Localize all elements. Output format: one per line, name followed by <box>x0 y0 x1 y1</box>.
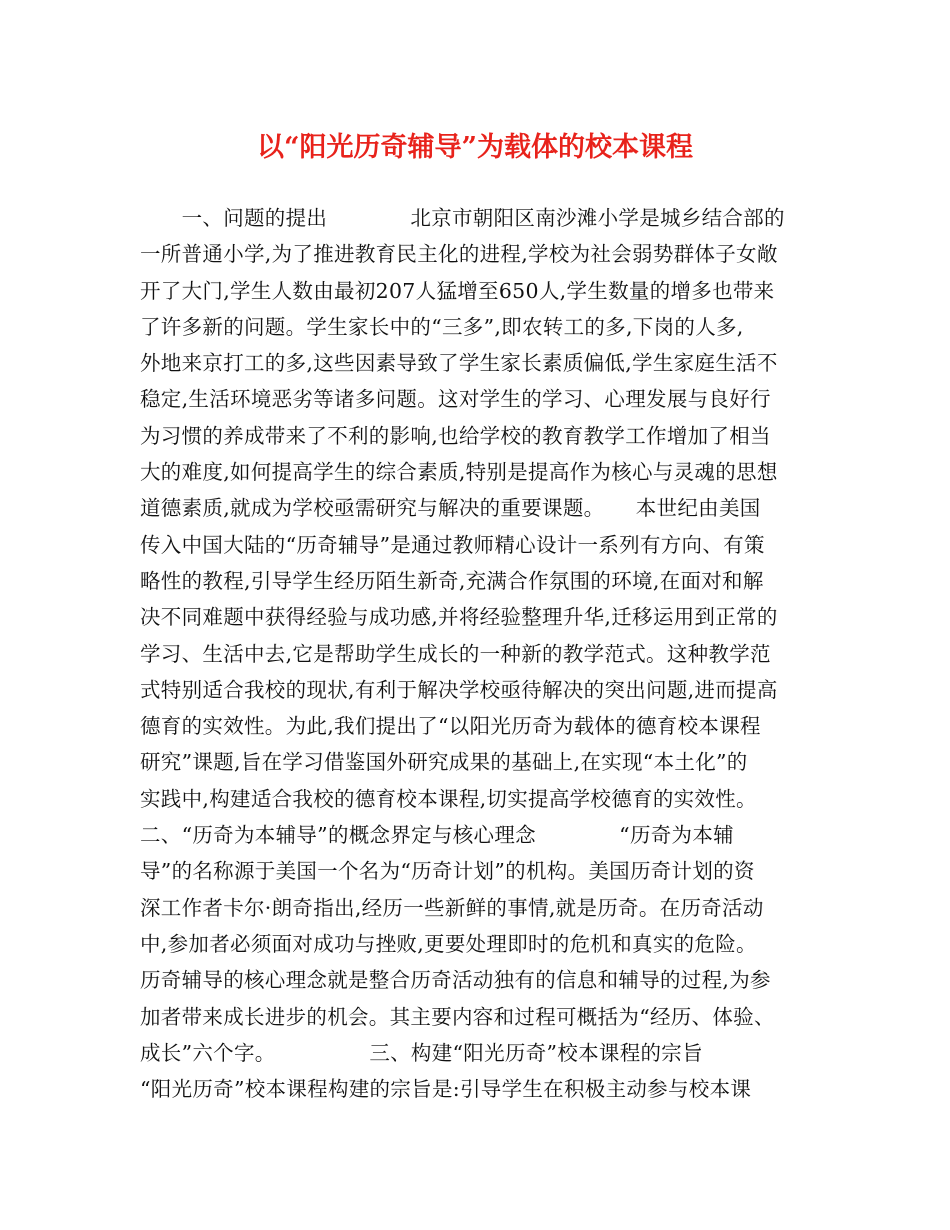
body-line: 导”的名称源于美国一个名为“历奇计划”的机构。美国历奇计划的资 <box>140 859 755 884</box>
body-line: 成长”六个字。 三、构建“阳光历奇”校本课程的宗旨 <box>140 1040 703 1065</box>
body-line: “阳光历奇”校本课程构建的宗旨是:引导学生在积极主动参与校本课 <box>140 1077 752 1102</box>
body-line: 传入中国大陆的“历奇辅导”是通过教师精心设计一系列有方向、有策 <box>140 532 765 557</box>
body-line: 了许多新的问题。学生家长中的“三多”,即农转工的多,下岗的人多, <box>140 314 744 339</box>
body-line: 式特别适合我校的现状,有利于解决学校亟待解决的突出问题,进而提高 <box>140 677 778 702</box>
body-line: 加者带来成长进步的机会。其主要内容和过程可概括为“经历、体验、 <box>140 1004 775 1029</box>
body-line: 略性的教程,引导学生经历陌生新奇,充满合作氛围的环境,在面对和解 <box>140 568 764 593</box>
body-line: 研究”课题,旨在学习借鉴国外研究成果的基础上,在实现“本土化”的 <box>140 750 748 775</box>
body-line: 为习惯的养成带来了不利的影响,也给学校的教育教学工作增加了相当 <box>140 423 771 448</box>
body-line: 道德素质,就成为学校亟需研究与解决的重要课题。 本世纪由美国 <box>140 496 761 521</box>
body-line: 一、问题的提出 北京市朝阳区南沙滩小学是城乡结合部的 <box>140 206 785 230</box>
body-line: 二、“历奇为本辅导”的概念界定与核心理念 “历奇为本辅 <box>140 823 734 848</box>
body-line: 德育的实效性。为此,我们提出了“以阳光历奇为载体的德育校本课程 <box>140 714 761 739</box>
body-line: 决不同难题中获得经验与成功感,并将经验整理升华,迁移运用到正常的 <box>140 605 778 630</box>
body-line: 深工作者卡尔·朗奇指出,经历一些新鲜的事情,就是历奇。在历奇活动 <box>140 895 764 920</box>
body-line: 一所普通小学,为了推进教育民主化的进程,学校为社会弱势群体子女敞 <box>140 242 778 267</box>
document-title: 以“阳光历奇辅导”为载体的校本课程 <box>256 132 694 163</box>
body-line: 稳定,生活环境恶劣等诸多问题。这对学生的学习、心理发展与良好行 <box>140 387 771 412</box>
body-line: 学习、生活中去,它是帮助学生成长的一种新的教学范式。这种教学范 <box>140 641 771 666</box>
body-line: 大的难度,如何提高学生的综合素质,特别是提高作为核心与灵魂的思想 <box>140 460 778 485</box>
body-line: 历奇辅导的核心理念就是整合历奇活动独有的信息和辅导的过程,为参 <box>140 968 771 993</box>
document-body <box>140 200 816 1107</box>
body-line: 中,参加者必须面对成功与挫败,更要处理即时的危机和真实的危险。 <box>140 931 757 956</box>
body-line: 外地来京打工的多,这些因素导致了学生家长素质偏低,学生家庭生活不 <box>140 351 778 376</box>
body-line: 开了大门,学生人数由最初207人猛增至650人,学生数量的增多也带来 <box>140 278 775 303</box>
body-line: 实践中,构建适合我校的德育校本课程,切实提高学校德育的实效性。 <box>140 786 757 811</box>
